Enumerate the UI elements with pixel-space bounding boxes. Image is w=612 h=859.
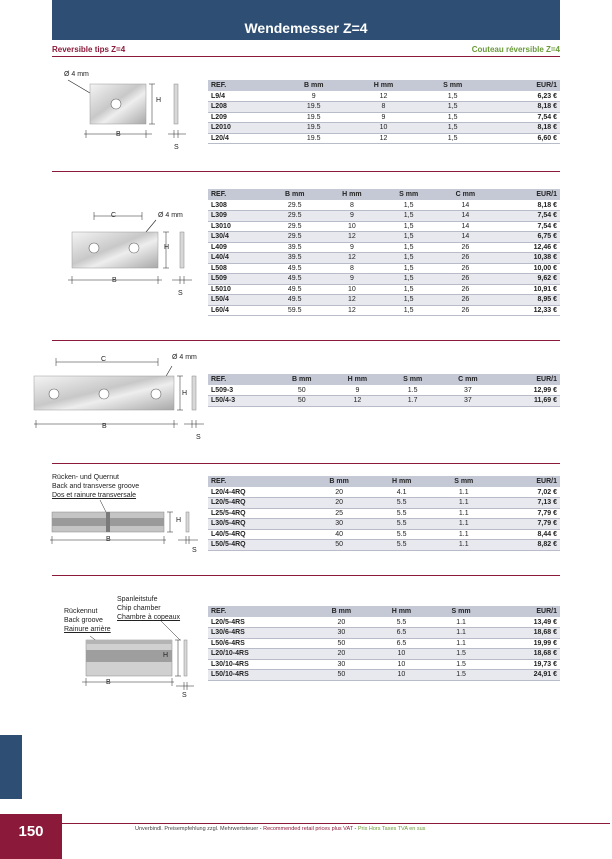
chip-note-fr: Chambre à copeaux <box>117 614 181 621</box>
dimension-cell: 30 <box>311 628 371 639</box>
dimension-cell: 1.1 <box>433 529 495 540</box>
groove-note-en: Back and transverse groove <box>52 483 140 490</box>
price-cell: 7,54 € <box>494 221 560 232</box>
column-header: H mm <box>349 80 419 91</box>
dimension-cell: 1.1 <box>431 617 490 628</box>
ref-cell: L30/6-4RS <box>208 628 311 639</box>
page-title: Wendemesser Z=4 <box>244 20 368 36</box>
dimension-cell: 14 <box>437 200 494 211</box>
dimension-cell: 1,5 <box>380 232 436 243</box>
ref-cell: L3010 <box>208 221 266 232</box>
thickness-label-4: S <box>192 547 197 554</box>
dimension-cell: 1.1 <box>433 487 495 498</box>
dimension-cell: 9 <box>279 91 349 102</box>
dimension-cell: 1.1 <box>433 508 495 519</box>
price-cell: 11,69 € <box>496 396 560 407</box>
dimension-cell: 6.5 <box>371 638 431 649</box>
dimension-cell: 9 <box>323 274 380 285</box>
column-header: S mm <box>380 189 436 200</box>
column-header: S mm <box>418 80 487 91</box>
ref-cell: L2010 <box>208 123 279 134</box>
dimension-cell: 8 <box>323 200 380 211</box>
table-row <box>208 112 560 123</box>
dimension-cell: 1.1 <box>433 519 495 530</box>
dimension-cell: 10 <box>323 284 380 295</box>
dimension-cell: 12 <box>349 133 419 144</box>
dimension-cell: 20 <box>308 498 371 509</box>
table-header-row <box>208 80 560 91</box>
table-row <box>208 123 560 134</box>
table-row <box>208 263 560 274</box>
table-row <box>208 385 560 396</box>
dimension-cell: 6.5 <box>371 628 431 639</box>
width-label-4: B <box>106 536 111 543</box>
dimension-cell: 1,5 <box>418 133 487 144</box>
price-cell: 19,73 € <box>491 659 560 670</box>
dimension-cell: 12 <box>330 396 386 407</box>
dimension-cell: 1.1 <box>431 638 490 649</box>
tip-diagram-3 <box>32 350 212 445</box>
dimension-cell: 1,5 <box>380 274 436 285</box>
column-header: S mm <box>385 374 440 385</box>
footer-sep: - <box>258 826 264 832</box>
dimension-cell: 26 <box>437 253 494 264</box>
dimension-cell: 14 <box>437 211 494 222</box>
dimension-cell: 26 <box>437 295 494 306</box>
dimension-cell: 20 <box>311 649 371 660</box>
height-label-2: H <box>164 244 170 251</box>
price-cell: 6,60 € <box>487 133 560 144</box>
table-row <box>208 242 560 253</box>
ref-cell: L25/5-4RQ <box>208 508 308 519</box>
width-label-3: B <box>102 423 107 430</box>
dimension-cell: 59.5 <box>266 305 323 316</box>
ref-cell: L409 <box>208 242 266 253</box>
page-number: 150 <box>18 823 44 840</box>
table-row <box>208 529 560 540</box>
hole-label-2: Ø 4 mm <box>158 212 183 219</box>
dimension-cell: 1,5 <box>380 295 436 306</box>
ref-cell: L5010 <box>208 284 266 295</box>
footer-text-de: Unverbindl. Preisempfehlung zzgl. Mehrwertsteuer <box>135 826 259 832</box>
table-row <box>208 659 560 670</box>
price-cell: 6,75 € <box>494 232 560 243</box>
table-row <box>208 102 560 113</box>
section-divider <box>52 463 560 464</box>
dimension-cell: 5.5 <box>370 498 433 509</box>
table-row <box>208 232 560 243</box>
dimension-cell: 49.5 <box>266 274 323 285</box>
dimension-cell: 1.5 <box>385 385 440 396</box>
table-row <box>208 498 560 509</box>
dimension-cell: 50 <box>308 540 371 551</box>
ref-cell: L509 <box>208 274 266 285</box>
dimension-cell: 26 <box>437 284 494 295</box>
ref-cell: L30/4 <box>208 232 266 243</box>
header-bar <box>52 0 560 40</box>
table-row <box>208 508 560 519</box>
dimension-cell: 37 <box>440 385 496 396</box>
dimension-cell: 1,5 <box>380 305 436 316</box>
dimension-cell: 1,5 <box>380 221 436 232</box>
ref-cell: L20/5-4RQ <box>208 498 308 509</box>
column-header: EUR/1 <box>495 476 560 487</box>
ref-cell: L308 <box>208 200 266 211</box>
ref-cell: L50/6-4RS <box>208 638 311 649</box>
price-cell: 8,18 € <box>487 102 560 113</box>
dimension-cell: 12 <box>323 232 380 243</box>
price-table-5 <box>208 606 560 681</box>
dimension-cell: 5.5 <box>371 617 431 628</box>
column-header: H mm <box>371 606 431 617</box>
dimension-cell: 39.5 <box>266 242 323 253</box>
dimension-cell: 1,5 <box>380 253 436 264</box>
thickness-label-5: S <box>182 692 187 699</box>
dimension-cell: 4.1 <box>370 487 433 498</box>
dimension-cell: 39.5 <box>266 253 323 264</box>
dimension-cell: 5.5 <box>370 508 433 519</box>
price-cell: 18,68 € <box>491 628 560 639</box>
dimension-cell: 1,5 <box>418 123 487 134</box>
price-cell: 24,91 € <box>491 670 560 681</box>
price-cell: 8,18 € <box>494 200 560 211</box>
subtitle-english: Reversible tips Z=4 <box>52 45 126 54</box>
ref-cell: L20/10-4RS <box>208 649 311 660</box>
ref-cell: L30/5-4RQ <box>208 519 308 530</box>
price-cell: 18,68 € <box>491 649 560 660</box>
ref-cell: L508 <box>208 263 266 274</box>
price-cell: 12,99 € <box>496 385 560 396</box>
dimension-cell: 19.5 <box>279 133 349 144</box>
dimension-cell: 49.5 <box>266 284 323 295</box>
table-row <box>208 305 560 316</box>
table-row <box>208 519 560 530</box>
table-row <box>208 211 560 222</box>
dimension-cell: 19.5 <box>279 123 349 134</box>
section-divider <box>52 171 560 172</box>
price-cell: 8,44 € <box>495 529 560 540</box>
chapter-tab <box>0 735 22 799</box>
price-cell: 13,49 € <box>491 617 560 628</box>
price-cell: 8,82 € <box>495 540 560 551</box>
table-row <box>208 200 560 211</box>
footer-text <box>135 826 425 832</box>
height-label-5: H <box>163 652 169 659</box>
ref-cell: L20/4-4RQ <box>208 487 308 498</box>
width-label-2: B <box>112 277 117 284</box>
width-label-5: B <box>106 679 111 686</box>
column-header: B mm <box>311 606 371 617</box>
dimension-cell: 1.1 <box>433 540 495 551</box>
dimension-cell: 5.5 <box>370 540 433 551</box>
tip-diagram-4 <box>48 500 208 560</box>
price-cell: 8,18 € <box>487 123 560 134</box>
width-label-1: B <box>116 131 121 138</box>
height-label-1: H <box>156 97 162 104</box>
footer-sep: - <box>352 826 358 832</box>
dimension-cell: 20 <box>311 617 371 628</box>
price-cell: 19,99 € <box>491 638 560 649</box>
dimension-cell: 1.1 <box>431 628 490 639</box>
table-row <box>208 487 560 498</box>
dimension-cell: 14 <box>437 232 494 243</box>
ref-cell: L50/4 <box>208 295 266 306</box>
dimension-cell: 1,5 <box>380 284 436 295</box>
thickness-label-2: S <box>178 290 183 297</box>
column-header: H mm <box>370 476 433 487</box>
dimension-cell: 12 <box>323 295 380 306</box>
column-header: S mm <box>431 606 490 617</box>
dimension-cell: 10 <box>349 123 419 134</box>
dimension-cell: 1,5 <box>418 91 487 102</box>
dimension-cell: 40 <box>308 529 371 540</box>
dimension-cell: 1,5 <box>380 242 436 253</box>
price-cell: 7,79 € <box>495 519 560 530</box>
dimension-cell: 50 <box>274 385 330 396</box>
table-row <box>208 670 560 681</box>
dimension-cell: 8 <box>349 102 419 113</box>
column-header: C mm <box>437 189 494 200</box>
ref-cell: L509-3 <box>208 385 274 396</box>
column-header: EUR/1 <box>491 606 560 617</box>
column-header: H mm <box>323 189 380 200</box>
table-row <box>208 617 560 628</box>
dimension-cell: 9 <box>349 112 419 123</box>
dimension-cell: 50 <box>311 670 371 681</box>
price-cell: 6,23 € <box>487 91 560 102</box>
dimension-cell: 12 <box>323 253 380 264</box>
dimension-cell: 29.5 <box>266 221 323 232</box>
column-header: REF. <box>208 606 311 617</box>
price-table-4 <box>208 476 560 551</box>
dimension-cell: 14 <box>437 221 494 232</box>
ref-cell: L309 <box>208 211 266 222</box>
dimension-cell: 10 <box>371 659 431 670</box>
groove-note-fr: Dos et rainure transversale <box>52 492 137 499</box>
ref-cell: L208 <box>208 102 279 113</box>
dimension-cell: 1.1 <box>433 498 495 509</box>
ref-cell: L209 <box>208 112 279 123</box>
table-header-row <box>208 189 560 200</box>
dimension-cell: 50 <box>311 638 371 649</box>
dimension-cell: 30 <box>311 659 371 670</box>
ref-cell: L50/4-3 <box>208 396 274 407</box>
table-row <box>208 540 560 551</box>
dimension-cell: 26 <box>437 242 494 253</box>
dimension-cell: 19.5 <box>279 112 349 123</box>
height-label-4: H <box>176 517 182 524</box>
height-label-3: H <box>182 390 188 397</box>
table-row <box>208 91 560 102</box>
price-table-1 <box>208 80 560 144</box>
tip-diagram-1 <box>56 68 196 154</box>
price-cell: 7,79 € <box>495 508 560 519</box>
dimension-cell: 26 <box>437 305 494 316</box>
dimension-cell: 5.5 <box>370 519 433 530</box>
dimension-cell: 37 <box>440 396 496 407</box>
dimension-cell: 12 <box>323 305 380 316</box>
price-cell: 10,38 € <box>494 253 560 264</box>
back-groove-note-fr: Rainure arrière <box>64 626 111 633</box>
tip-diagram-5 <box>60 620 200 700</box>
ref-cell: L50/5-4RQ <box>208 540 308 551</box>
thickness-label-1: S <box>174 144 179 151</box>
column-header: B mm <box>308 476 371 487</box>
column-header: B mm <box>274 374 330 385</box>
ref-cell: L20/5-4RS <box>208 617 311 628</box>
dimension-cell: 12 <box>349 91 419 102</box>
table-row <box>208 396 560 407</box>
column-header: C mm <box>440 374 496 385</box>
price-table-3 <box>208 374 560 407</box>
price-cell: 7,54 € <box>487 112 560 123</box>
footer-text-en: Recommended retail prices plus VAT <box>263 826 353 832</box>
ref-cell: L40/4 <box>208 253 266 264</box>
dimension-cell: 5.5 <box>370 529 433 540</box>
table-row <box>208 253 560 264</box>
dimension-cell: 9 <box>330 385 386 396</box>
dimension-cell: 9 <box>323 242 380 253</box>
price-cell: 10,00 € <box>494 263 560 274</box>
dimension-cell: 19.5 <box>279 102 349 113</box>
dimension-cell: 10 <box>371 670 431 681</box>
column-header: B mm <box>279 80 349 91</box>
subtitle-french: Couteau réversible Z=4 <box>471 45 560 54</box>
column-header: REF. <box>208 374 274 385</box>
column-header: S mm <box>433 476 495 487</box>
table-row <box>208 638 560 649</box>
ref-cell: L9/4 <box>208 91 279 102</box>
price-cell: 10,91 € <box>494 284 560 295</box>
table-header-row <box>208 374 560 385</box>
table-row <box>208 628 560 639</box>
spacing-label-2: C <box>111 212 117 219</box>
dimension-cell: 1,5 <box>418 112 487 123</box>
column-header: REF. <box>208 80 279 91</box>
dimension-cell: 1,5 <box>380 200 436 211</box>
thickness-label-3: S <box>196 434 201 441</box>
ref-cell: L40/5-4RQ <box>208 529 308 540</box>
column-header: H mm <box>330 374 386 385</box>
footer-text-fr: Prix Hors Taxes TVA en sus <box>357 826 426 832</box>
dimension-cell: 49.5 <box>266 263 323 274</box>
price-cell: 12,33 € <box>494 305 560 316</box>
dimension-cell: 30 <box>308 519 371 530</box>
column-header: EUR/1 <box>487 80 560 91</box>
column-header: REF. <box>208 189 266 200</box>
dimension-cell: 20 <box>308 487 371 498</box>
subtitle-divider <box>52 56 560 57</box>
price-cell: 8,95 € <box>494 295 560 306</box>
table-header-row <box>208 606 560 617</box>
dimension-cell: 1.7 <box>385 396 440 407</box>
dimension-cell: 50 <box>274 396 330 407</box>
dimension-cell: 29.5 <box>266 232 323 243</box>
dimension-cell: 26 <box>437 263 494 274</box>
dimension-cell: 1,5 <box>380 211 436 222</box>
price-cell: 7,02 € <box>495 487 560 498</box>
dimension-cell: 1,5 <box>380 263 436 274</box>
ref-cell: L30/10-4RS <box>208 659 311 670</box>
table-row <box>208 295 560 306</box>
chip-note-en: Chip chamber <box>117 605 161 612</box>
spacing-label-3: C <box>101 356 107 363</box>
back-groove-note-en: Back groove <box>64 617 103 624</box>
ref-cell: L60/4 <box>208 305 266 316</box>
back-groove-note-de: Rückennut <box>64 608 98 615</box>
table-row <box>208 274 560 285</box>
dimension-cell: 49.5 <box>266 295 323 306</box>
dimension-cell: 10 <box>323 221 380 232</box>
chip-note-de: Spanleitstufe <box>117 596 158 603</box>
dimension-cell: 26 <box>437 274 494 285</box>
table-row <box>208 133 560 144</box>
dimension-cell: 1.5 <box>431 659 490 670</box>
ref-cell: L50/10-4RS <box>208 670 311 681</box>
hole-label-3: Ø 4 mm <box>172 354 197 361</box>
dimension-cell: 1,5 <box>418 102 487 113</box>
table-row <box>208 221 560 232</box>
table-row <box>208 649 560 660</box>
price-cell: 7,54 € <box>494 211 560 222</box>
price-cell: 12,46 € <box>494 242 560 253</box>
footer-divider <box>62 823 610 824</box>
column-header: EUR/1 <box>494 189 560 200</box>
price-cell: 7,13 € <box>495 498 560 509</box>
dimension-cell: 1.5 <box>431 649 490 660</box>
dimension-cell: 29.5 <box>266 211 323 222</box>
dimension-cell: 29.5 <box>266 200 323 211</box>
table-row <box>208 284 560 295</box>
section-divider <box>52 340 560 341</box>
hole-label-1: Ø 4 mm <box>64 71 89 78</box>
column-header: B mm <box>266 189 323 200</box>
dimension-cell: 1.5 <box>431 670 490 681</box>
dimension-cell: 10 <box>371 649 431 660</box>
price-table-2 <box>208 189 560 316</box>
dimension-cell: 25 <box>308 508 371 519</box>
price-cell: 9,62 € <box>494 274 560 285</box>
ref-cell: L20/4 <box>208 133 279 144</box>
dimension-cell: 9 <box>323 211 380 222</box>
dimension-cell: 8 <box>323 263 380 274</box>
section-divider <box>52 575 560 576</box>
table-header-row <box>208 476 560 487</box>
column-header: EUR/1 <box>496 374 560 385</box>
column-header: REF. <box>208 476 308 487</box>
groove-note-de: Rücken- und Quernut <box>52 474 119 481</box>
